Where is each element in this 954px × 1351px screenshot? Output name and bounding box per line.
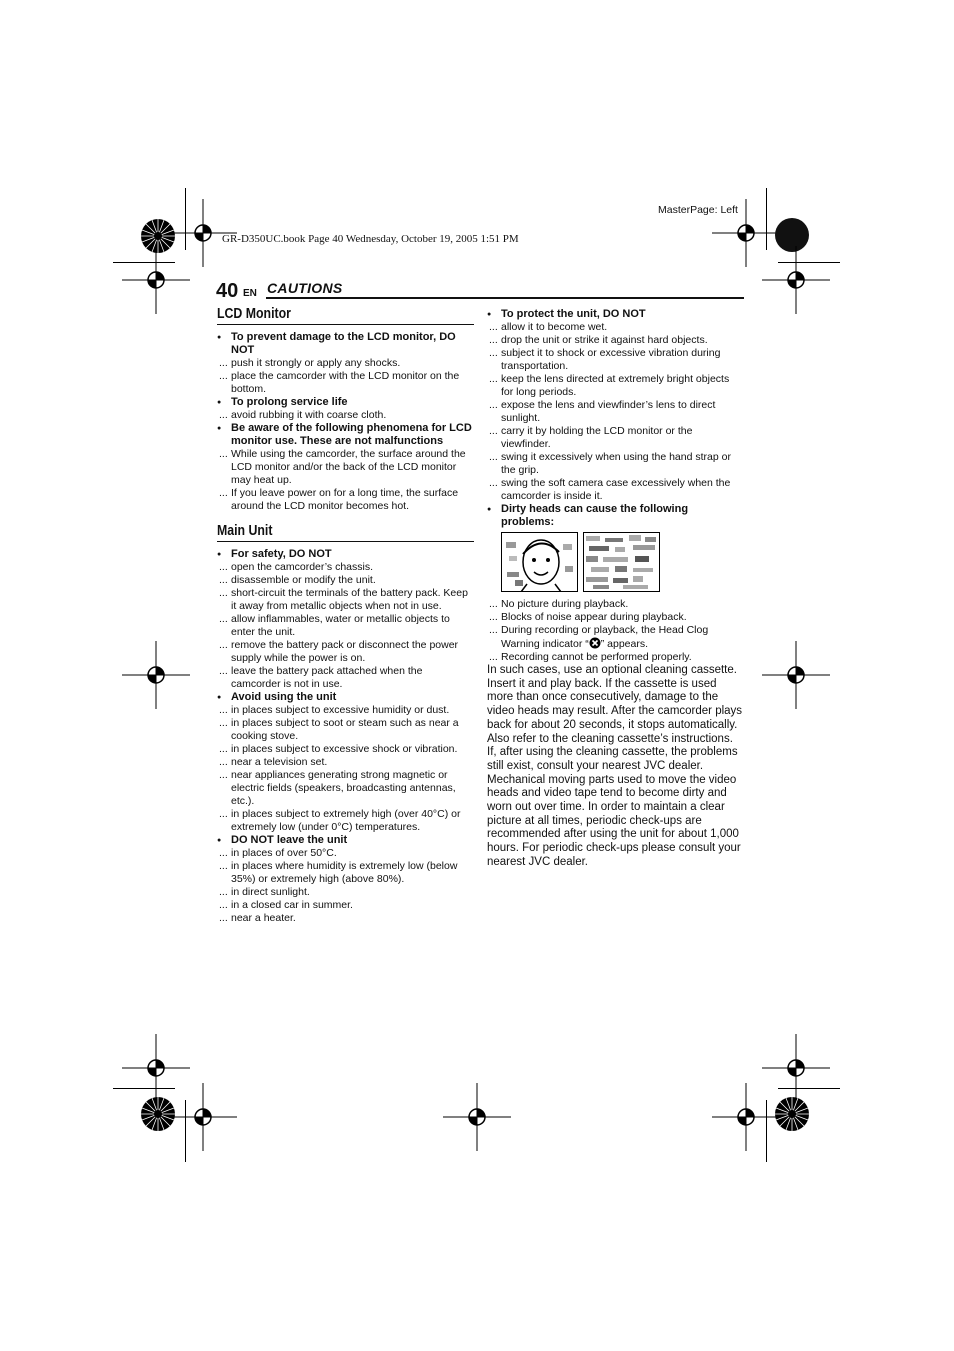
registration-mark-icon bbox=[122, 641, 190, 709]
list-item: ... near a television set. bbox=[219, 756, 328, 768]
dirty-head-illustrations bbox=[501, 532, 744, 594]
registration-mark-icon bbox=[762, 1034, 830, 1102]
registration-mark-icon bbox=[169, 1083, 237, 1151]
list-item: ... in places where humidity is extremely low (below 35%) or extremely high (above 80%). bbox=[219, 860, 458, 885]
bullet-heading: ● For safety, DO NOT bbox=[217, 548, 474, 561]
bullet-heading: ● DO NOT leave the unit bbox=[217, 834, 474, 847]
list-item: ... subject it to shock or excessive vibration during transportation. bbox=[489, 347, 721, 372]
list-item: ... open the camcorder’s chassis. bbox=[219, 561, 374, 573]
list-item: ... If you leave power on for a long time, the surface around the LCD monitor becomes hot. bbox=[219, 487, 459, 512]
list-item: ... carry it by holding the LCD monitor or the viewfinder. bbox=[489, 425, 693, 450]
list-item: ... in places subject to soot or steam such as near a cooking stove. bbox=[219, 717, 459, 742]
list-item: ... allow inflammables, water or metallic objects to enter the unit. bbox=[219, 613, 450, 638]
master-page-label: MasterPage: Left bbox=[658, 204, 738, 216]
list-item: ... in places subject to excessive humidity or dust. bbox=[219, 704, 450, 716]
header-rule bbox=[266, 297, 744, 299]
list-item: ... short-circuit the terminals of the battery pack. Keep it away from metallic objects when not in use. bbox=[219, 587, 468, 612]
head-clog-warning-icon bbox=[589, 637, 601, 649]
list-item: ... near a heater. bbox=[219, 912, 296, 924]
list-item: ... near appliances generating strong magnetic or electric fields (speakers, broadcasting antennas, etc.). bbox=[219, 769, 456, 807]
noise-blocks-illustration bbox=[583, 532, 660, 592]
bullet-heading: ● Dirty heads can cause the following problems: bbox=[487, 503, 744, 529]
list-item: ... During recording or playback, the Head Clog Warning indicator “ ” appears. bbox=[489, 624, 709, 650]
registration-mark-icon bbox=[712, 1083, 780, 1151]
starburst-target-icon bbox=[775, 1097, 809, 1131]
book-slug: GR-D350UC.book Page 40 Wednesday, October 19, 2005 1:51 PM bbox=[222, 233, 519, 245]
bullet-heading: ● To prevent damage to the LCD monitor, DO NOT bbox=[217, 331, 474, 357]
bullet-heading: ● Be aware of the following phenomena for LCD monitor use. These are not malfunctions bbox=[217, 422, 474, 448]
list-item: ... place the camcorder with the LCD monitor on the bottom. bbox=[219, 370, 460, 395]
list-item: ... remove the battery pack or disconnect the power supply while the power is on. bbox=[219, 639, 459, 664]
list-item: ... in direct sunlight. bbox=[219, 886, 310, 898]
registration-mark-icon bbox=[122, 246, 190, 314]
language-tag: EN bbox=[243, 288, 257, 299]
lcd-heading: LCD Monitor bbox=[217, 308, 474, 325]
paragraph: If, after using the cleaning cassette, the problems still exist, consult your nearest JVC dealer. bbox=[487, 746, 738, 772]
list-item: ... Blocks of noise appear during playback. bbox=[489, 611, 687, 623]
list-item: ... in places subject to excessive shock or vibration. bbox=[219, 743, 458, 755]
main-unit-heading: Main Unit bbox=[217, 525, 474, 542]
list-item: ... in places subject to extremely high (over 40°C) or extremely low (under 0°C) temperatures. bbox=[219, 808, 461, 833]
bullet-heading: ● To prolong service life bbox=[217, 396, 474, 409]
list-item: ... disassemble or modify the unit. bbox=[219, 574, 376, 586]
section-title: CAUTIONS bbox=[267, 280, 343, 296]
paragraph: Mechanical moving parts used to move the video heads and video tape tend to become dirty and worn out over time. In order to maintain a clear picture at all times, periodic check-ups are recommended after using the unit for about 1,000 hours. For periodic check-ups please consult your nearest JVC dealer. bbox=[487, 773, 741, 868]
registration-mark-icon bbox=[443, 1083, 511, 1151]
distorted-face-illustration bbox=[501, 532, 578, 592]
list-item: ... While using the camcorder, the surface around the LCD monitor and/or the back of the LCD monitor may heat up. bbox=[219, 448, 466, 486]
starburst-target-icon bbox=[141, 219, 175, 253]
bullet-heading: ● Avoid using the unit bbox=[217, 691, 474, 704]
list-item: ... swing the soft camera case excessively when the camcorder is inside it. bbox=[489, 477, 731, 502]
list-item: ... leave the battery pack attached when the camcorder is not in use. bbox=[219, 665, 423, 690]
starburst-target-icon bbox=[141, 1097, 175, 1131]
list-item: ... allow it to become wet. bbox=[489, 321, 608, 333]
list-item: ... in places of over 50°C. bbox=[219, 847, 337, 859]
right-column bbox=[487, 308, 744, 870]
paragraph: In such cases, use an optional cleaning cassette. Insert it and play back. If the cassette is used more than once consecutively, damage to the video heads may result. After the camcorder plays back for about 20 seconds, it stops automatically. Also refer to the cleaning cassette’s instructions. bbox=[487, 664, 743, 745]
list-item: ... drop the unit or strike it against hard objects. bbox=[489, 334, 708, 346]
list-item: ... avoid rubbing it with coarse cloth. bbox=[219, 409, 387, 421]
registration-mark-icon bbox=[762, 641, 830, 709]
list-item: ... swing it excessively when using the hand strap or the grip. bbox=[489, 451, 731, 476]
list-item: ... in a closed car in summer. bbox=[219, 899, 353, 911]
list-item: ... No picture during playback. bbox=[489, 598, 629, 610]
left-column bbox=[217, 308, 474, 925]
bullet-heading: ● To protect the unit, DO NOT bbox=[487, 308, 744, 321]
page-number: 40 bbox=[216, 280, 239, 302]
registration-mark-icon bbox=[122, 1034, 190, 1102]
list-item: ... keep the lens directed at extremely bright objects for long periods. bbox=[489, 373, 730, 398]
starburst-target-icon bbox=[775, 218, 809, 252]
registration-mark-icon bbox=[762, 246, 830, 314]
list-item: ... expose the lens and viewfinder’s lens to direct sunlight. bbox=[489, 399, 716, 424]
list-item: ... Recording cannot be performed properly. bbox=[489, 651, 692, 663]
list-item: ... push it strongly or apply any shocks. bbox=[219, 357, 401, 369]
